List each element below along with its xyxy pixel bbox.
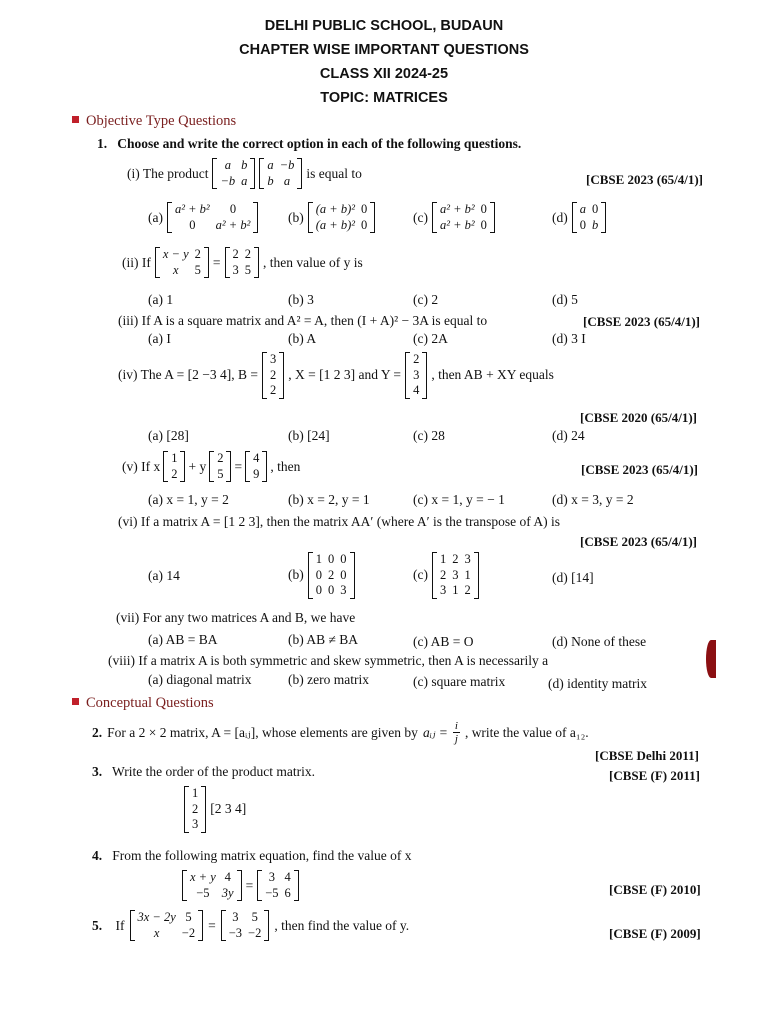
matrix-cell: 2 — [439, 567, 447, 582]
q1-i — [127, 158, 362, 189]
matrix-cell: 4 — [284, 870, 291, 884]
matrix-cell: 3 — [439, 583, 447, 598]
cbse-reference: [CBSE Delhi 2011] — [595, 748, 700, 763]
option-c: (c) square matrix — [413, 674, 506, 689]
matrix — [212, 158, 255, 189]
cbse-reference: [CBSE (F) 2009] — [609, 926, 701, 941]
option-a: (a) 14 — [148, 568, 180, 583]
option-b: (b) AB ≠ BA — [288, 632, 359, 647]
equals-sign: = — [208, 917, 216, 933]
matrix-cell: 4 — [253, 451, 260, 465]
matrix-cell: 0 — [328, 552, 335, 566]
matrix-cell: 3 — [268, 870, 275, 884]
class-label: CLASS XII 2024-25 — [319, 66, 449, 82]
section-conceptual-label: Conceptual Questions — [86, 695, 214, 711]
matrix — [308, 202, 376, 233]
matrix-cell: 3 — [232, 910, 239, 924]
option-d: (d) identity matrix — [548, 676, 647, 691]
matrix-cell: a — [283, 173, 291, 188]
q4-equation — [182, 870, 299, 901]
q1-iv-text-post: , then AB + XY equals — [431, 367, 554, 383]
q1-viii: (viii) If a matrix A is both symmetric and skew symmetric, then A is necessarily a — [108, 653, 549, 668]
option-d: (d) [14] — [552, 570, 594, 585]
option-label: (b) — [288, 567, 304, 583]
matrix-cell: −b — [220, 173, 236, 188]
matrix-cell: 3y — [221, 885, 234, 900]
matrix-cell: 5 — [244, 262, 252, 277]
matrix-cell: 0 — [315, 583, 322, 598]
equals-sign: = — [245, 877, 254, 893]
question-text: If — [115, 917, 125, 933]
matrix-cell: 0 — [579, 217, 586, 232]
option-a: (a) AB = BA — [148, 632, 218, 647]
matrix-cell: b — [592, 217, 599, 232]
matrix-cell: 0 — [480, 217, 487, 232]
q1-v-text: (v) If x — [122, 458, 161, 474]
matrix-cell: 2 — [269, 383, 277, 398]
matrix-cell: 2 — [192, 801, 199, 816]
question-3 — [92, 764, 315, 780]
cbse-reference: [CBSE 2023 (65/4/1)] — [580, 534, 697, 549]
option-a: (a) [28] — [148, 428, 189, 443]
matrix-cell: 0 — [480, 202, 487, 216]
option-a: (a) I — [148, 331, 171, 346]
bullet-square-icon — [72, 116, 79, 123]
matrix — [221, 910, 270, 941]
matrix-cell: 3 — [464, 552, 471, 566]
row-matrix: [2 3 4] — [210, 801, 247, 817]
matrix-cell: b — [241, 158, 248, 172]
matrix-cell: 0 — [592, 202, 599, 216]
matrix — [257, 870, 299, 901]
option-label: (c) — [413, 567, 428, 583]
option-a — [148, 202, 258, 233]
question-text: For a 2 × 2 matrix, A = [aᵢⱼ], whose elements are given by — [107, 724, 418, 740]
question-number: 5. — [92, 917, 103, 933]
matrix — [167, 202, 258, 233]
q1-iii: (iii) If A is a square matrix and A² = A, then (I + A)² − 3A is equal to — [118, 313, 488, 328]
q3-product — [184, 786, 246, 833]
fraction-denominator: j — [454, 733, 458, 746]
matrix-cell: 1 — [315, 552, 322, 566]
matrix-cell: a — [224, 158, 231, 172]
bullet-square-icon — [72, 698, 79, 705]
question-2 — [92, 720, 589, 745]
option-b: (b) A — [288, 331, 317, 346]
matrix-cell: 2 — [171, 466, 178, 481]
option-d: (d) 5 — [552, 292, 578, 307]
matrix-cell: 3 — [232, 262, 239, 277]
matrix — [155, 247, 209, 278]
matrix-cell: 0 — [189, 217, 196, 232]
matrix-cell: 9 — [253, 466, 260, 481]
q1-v — [122, 451, 300, 482]
matrix — [432, 202, 495, 233]
matrix-cell: 2 — [232, 247, 239, 261]
matrix — [209, 451, 231, 482]
matrix-cell: 5 — [251, 910, 258, 924]
question-5 — [92, 910, 409, 941]
q1-v-text-post: , then — [270, 458, 301, 474]
question-number: 1. — [97, 136, 108, 151]
option-c: (c) AB = O — [413, 634, 474, 649]
margin-mark — [706, 640, 716, 678]
matrix-cell: a² + b² — [439, 217, 475, 232]
matrix-cell: 4 — [413, 383, 420, 398]
matrix-cell: 2 — [452, 552, 459, 566]
q1-vii: (vii) For any two matrices A and B, we have — [116, 610, 356, 625]
matrix-cell: a² + b² — [215, 217, 251, 232]
matrix-cell: 2 — [328, 567, 335, 582]
matrix-cell: 3 — [192, 817, 199, 832]
matrix-cell: 1 — [452, 583, 459, 598]
q1-ii-text-post: , then value of y is — [263, 254, 363, 270]
cbse-reference: [CBSE (F) 2010] — [609, 882, 701, 897]
matrix-cell: (a + b)² — [315, 217, 356, 232]
matrix-cell: −5 — [265, 885, 279, 900]
option-b: (b) [24] — [288, 428, 330, 443]
school-name: DELHI PUBLIC SCHOOL, BUDAUN — [264, 18, 504, 34]
matrix-cell: 4 — [224, 870, 231, 884]
matrix-cell: 5 — [194, 262, 201, 277]
option-b: (b) 3 — [288, 292, 314, 307]
option-b — [288, 202, 375, 233]
matrix-cell: a² + b² — [439, 202, 475, 216]
question-4 — [92, 848, 411, 864]
matrix — [432, 552, 479, 599]
option-d: (d) None of these — [552, 634, 647, 649]
matrix-cell: 1 — [171, 451, 178, 465]
question-text: Write the order of the product matrix. — [112, 764, 316, 779]
option-c: (c) x = 1, y = − 1 — [413, 492, 505, 507]
matrix-cell: 1 — [439, 552, 447, 566]
section-objective-label: Objective Type Questions — [86, 113, 237, 129]
q1-i-text: (i) The product — [127, 165, 209, 181]
matrix-cell: 3 — [340, 583, 347, 598]
question-number: 2. — [92, 724, 103, 740]
equals-sign: = — [234, 458, 243, 474]
option-b: (b) zero matrix — [288, 672, 369, 687]
matrix — [163, 451, 185, 482]
section-conceptual — [72, 695, 214, 712]
matrix-cell: 2 — [194, 247, 201, 261]
element-formula: aᵢⱼ = — [422, 724, 448, 740]
q1-iv-text: (iv) The A = [2 −3 4], B = — [118, 367, 258, 383]
q1-ii-text: (ii) If — [122, 254, 151, 270]
option-c: (c) 2A — [413, 331, 448, 346]
matrix-cell: 2 — [217, 451, 224, 465]
matrix-cell: a — [241, 173, 248, 188]
cbse-reference: [CBSE (F) 2011] — [609, 768, 700, 783]
question-text: From the following matrix equation, find the value of x — [112, 848, 412, 863]
matrix-cell: 5 — [217, 466, 224, 481]
question-text-post: , then find the value of y. — [274, 917, 410, 933]
option-d: (d) 3 I — [552, 331, 586, 346]
matrix-cell: 2 — [413, 352, 420, 366]
matrix-cell: 6 — [284, 885, 291, 900]
fraction-numerator: i — [454, 720, 458, 732]
question-1 — [97, 136, 521, 152]
matrix — [308, 552, 355, 599]
matrix — [245, 451, 267, 482]
matrix-cell: 3 — [269, 352, 277, 366]
matrix-cell: 5 — [185, 910, 192, 924]
option-c: (c) 28 — [413, 428, 445, 443]
option-label: (c) — [413, 209, 428, 225]
matrix-cell: −2 — [181, 925, 196, 940]
matrix-cell: 0 — [340, 552, 347, 566]
option-c — [413, 552, 479, 599]
matrix-cell: a² + b² — [174, 202, 210, 216]
matrix-cell: a — [579, 202, 586, 216]
document-title: CHAPTER WISE IMPORTANT QUESTIONS — [239, 42, 529, 58]
q1-iv-text-mid: , X = [1 2 3] and Y = — [288, 367, 402, 383]
option-a: (a) x = 1, y = 2 — [148, 492, 229, 507]
matrix-cell: 0 — [229, 202, 237, 216]
matrix-cell: x + y — [190, 870, 216, 884]
matrix-cell: (a + b)² — [315, 202, 356, 216]
matrix — [572, 202, 607, 233]
matrix — [225, 247, 260, 278]
question-text-post: , write the value of a₁₂. — [464, 724, 589, 740]
q1-iv — [118, 352, 554, 399]
matrix-cell: a — [267, 158, 274, 172]
matrix-cell: 2 — [464, 583, 471, 598]
matrix — [182, 870, 242, 901]
option-d — [552, 202, 606, 233]
matrix-cell: x — [153, 925, 160, 940]
matrix — [405, 352, 427, 399]
question-text: Choose and write the correct option in each of the following questions. — [117, 136, 522, 151]
matrix-cell: −2 — [248, 925, 262, 940]
option-d: (d) 24 — [552, 428, 585, 443]
matrix-cell: 0 — [340, 567, 347, 582]
q1-i-text-post: is equal to — [306, 165, 362, 181]
matrix-cell: 0 — [315, 567, 322, 582]
matrix-cell: b — [267, 173, 274, 188]
matrix — [184, 786, 206, 833]
matrix-cell: −b — [279, 158, 295, 172]
matrix-cell: 2 — [269, 367, 277, 382]
cbse-reference: [CBSE 2020 (65/4/1)] — [580, 410, 697, 425]
cbse-reference: [CBSE 2023 (65/4/1)] — [581, 462, 698, 477]
option-b — [288, 552, 355, 599]
matrix-cell: 1 — [464, 567, 471, 582]
matrix-cell: x — [172, 262, 179, 277]
option-label: (a) — [148, 209, 163, 225]
option-c — [413, 202, 495, 233]
option-a: (a) diagonal matrix — [148, 672, 252, 687]
cbse-reference: [CBSE 2023 (65/4/1)] — [586, 172, 703, 187]
question-number: 3. — [92, 764, 103, 779]
matrix-cell: 3x − 2y — [137, 910, 176, 924]
section-objective — [72, 113, 236, 130]
option-b: (b) x = 2, y = 1 — [288, 492, 370, 507]
matrix — [130, 910, 204, 941]
option-label: (d) — [552, 209, 568, 225]
matrix-cell: 3 — [413, 367, 420, 382]
matrix — [259, 158, 302, 189]
matrix-cell: −3 — [228, 925, 243, 940]
matrix-cell: x − y — [162, 247, 189, 261]
fraction — [453, 720, 460, 745]
matrix-cell: 1 — [192, 786, 199, 800]
option-d: (d) x = 3, y = 2 — [552, 492, 634, 507]
matrix — [262, 352, 284, 399]
question-number: 4. — [92, 848, 103, 863]
matrix-cell: 0 — [361, 202, 368, 216]
q1-v-plus: + y — [188, 458, 207, 474]
matrix-cell: 0 — [328, 583, 335, 598]
q1-vi: (vi) If a matrix A = [1 2 3], then the matrix AA′ (where A′ is the transpose of A) is — [118, 514, 561, 529]
matrix-cell: −5 — [196, 885, 210, 900]
topic-label: TOPIC: MATRICES — [320, 90, 448, 106]
option-c: (c) 2 — [413, 292, 439, 307]
q1-ii: (ii) If x − y 2 x 5 = 2 2 3 5 , then value of y is — [122, 247, 363, 277]
cbse-reference: [CBSE 2023 (65/4/1)] — [583, 314, 700, 329]
matrix-cell: 0 — [361, 217, 368, 232]
option-label: (b) — [288, 209, 304, 225]
option-a: (a) 1 — [148, 292, 174, 307]
matrix-cell: 3 — [452, 567, 459, 582]
matrix-cell: 2 — [244, 247, 252, 261]
